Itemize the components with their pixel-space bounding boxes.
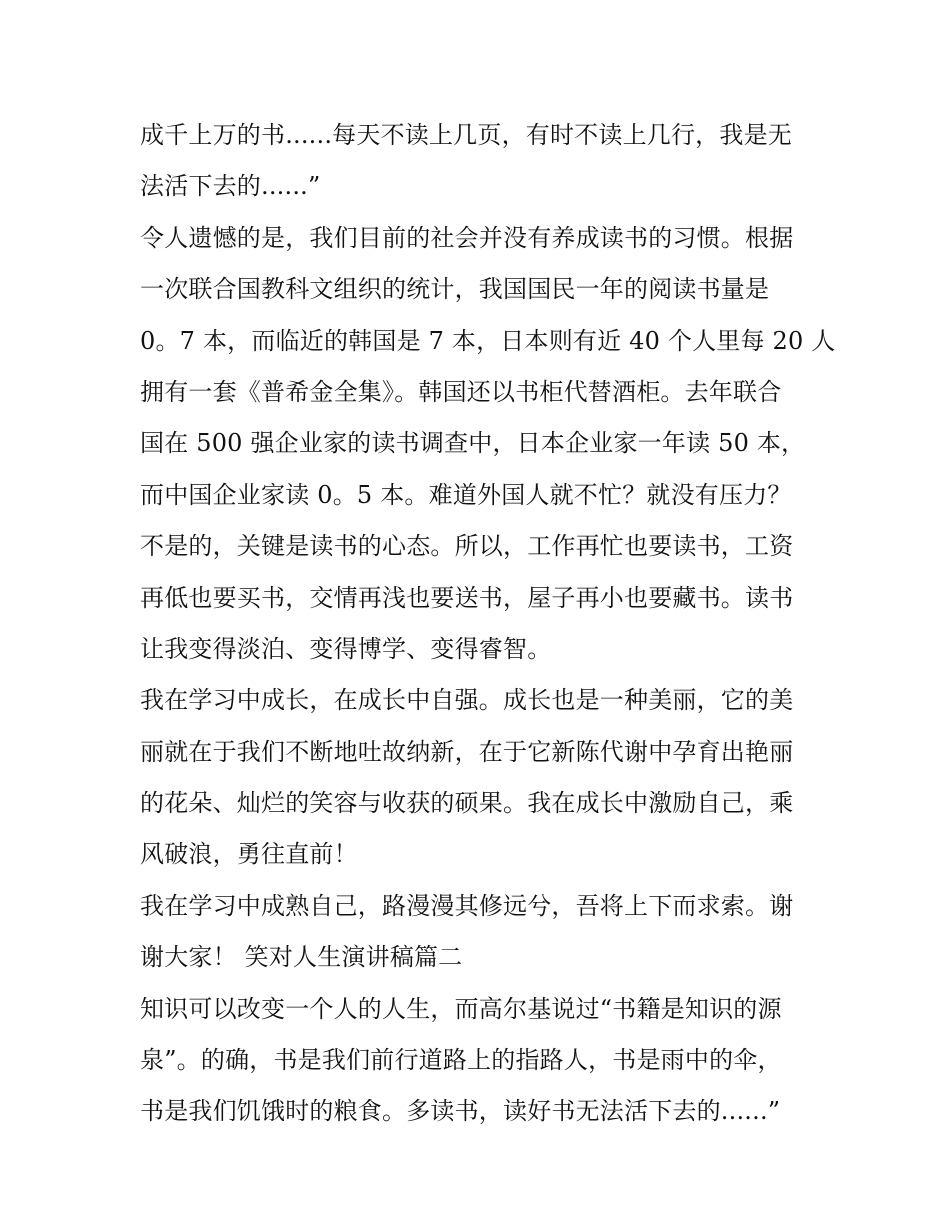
text-line: 谢大家！ 笑对人生演讲稿篇二 — [140, 943, 463, 972]
text-line: 风破浪，勇往直前！ — [140, 840, 358, 869]
text-line: 泉”。的确，书是我们前行道路上的指路人，书是雨中的伞， — [140, 1046, 782, 1075]
text-line: 不是的，关键是读书的心态。所以，工作再忙也要读书，工资 — [140, 532, 794, 561]
text-line: 令人遗憾的是，我们目前的社会并没有养成读书的习惯。根据 — [140, 223, 794, 252]
text-line: 让我变得淡泊、变得博学、变得睿智。 — [140, 634, 552, 663]
text-line: 我在学习中成熟自己，路漫漫其修远兮，吾将上下而求索。谢 — [140, 891, 794, 920]
text-line: 书是我们饥饿时的粮食。多读书，读好书无法活下去的......” — [140, 1097, 781, 1126]
text-line: 法活下去的......” — [140, 172, 321, 201]
text-line: 一次联合国教科文组织的统计，我国国民一年的阅读书量是 — [140, 275, 770, 304]
text-line: 而中国企业家读 0。5 本。难道外国人就不忙？就没有压力？ — [140, 480, 792, 509]
text-line: 知识可以改变一个人的人生，而高尔基说过“书籍是知识的源 — [140, 994, 782, 1023]
text-line: 成千上万的书......每天不读上几页，有时不读上几行，我是无 — [140, 121, 792, 149]
text-line: 国在 500 强企业家的读书调查中，日本企业家一年读 50 本， — [140, 429, 806, 458]
text-line: 再低也要买书，交情再浅也要送书，屋子再小也要藏书。读书 — [140, 583, 794, 612]
text-line: 的花朵、灿烂的笑容与收获的硕果。我在成长中激励自己，乘 — [140, 789, 794, 818]
text-line: 拥有一套《普希金全集》。韩国还以书柜代替酒柜。去年联合 — [140, 377, 782, 406]
text-line: 0。7 本，而临近的韩国是 7 本，日本则有近 40 个人里每 20 人 — [140, 326, 836, 355]
body-text — [140, 110, 836, 1138]
text-line: 丽就在于我们不断地吐故纳新，在于它新陈代谢中孕育出艳丽 — [140, 737, 794, 766]
text-line: 我在学习中成长，在成长中自强。成长也是一种美丽，它的美 — [140, 686, 794, 715]
